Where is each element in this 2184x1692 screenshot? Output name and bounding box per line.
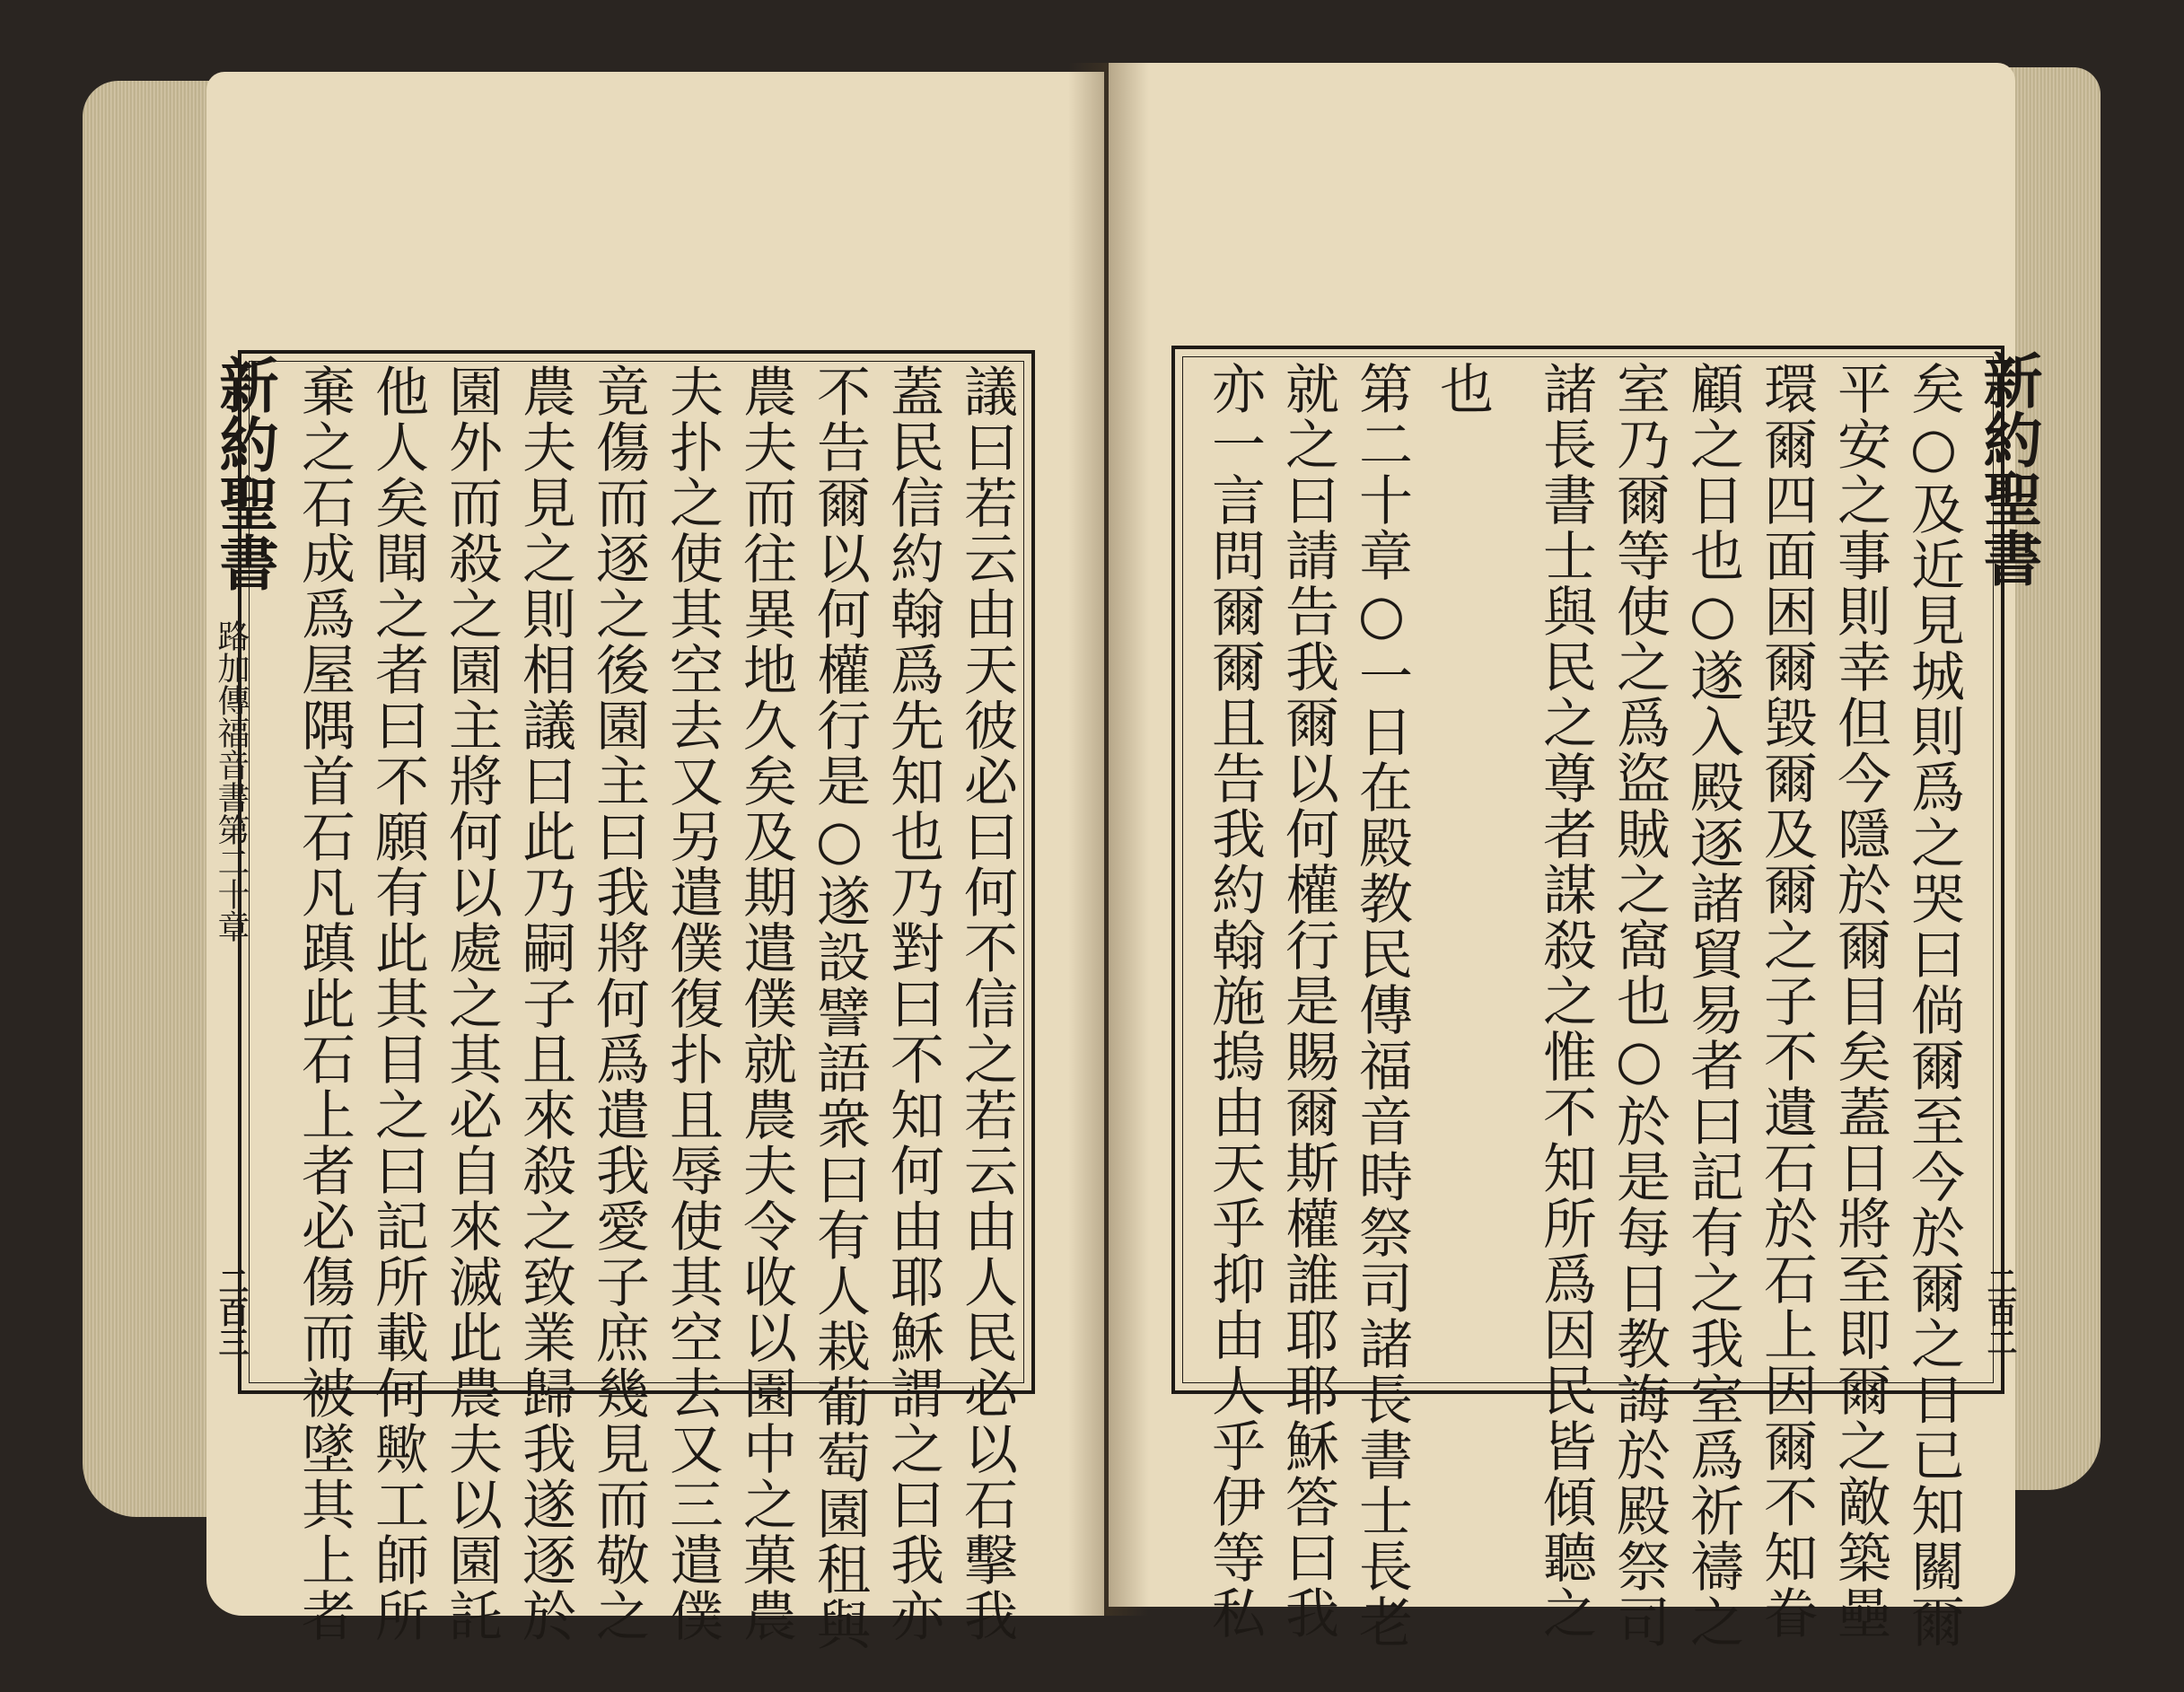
right-running-title: 新約聖書 — [1973, 350, 2043, 587]
right-column-9: 就之曰請告我爾以何權行是賜爾斯權誰耶耶穌答曰我 — [1276, 361, 1339, 1641]
left-section-head: 路加傳福音書第二十章 — [213, 619, 250, 942]
left-column-7: 農夫見之則相議曰此乃嗣子且來殺之致業歸我遂逐於 — [513, 364, 576, 1644]
left-running-title: 新約聖書 — [209, 355, 279, 592]
left-column-1: 議曰若云由天彼必曰何不信之若云由人民必以石擊我 — [955, 364, 1018, 1644]
left-column-5: 夫扑之使其空去又另遣僕復扑且辱使其空去又三遣僕 — [661, 364, 724, 1644]
right-column-2: 平安之事則幸但今隱於爾目矣蓋日將至即爾之敵築壘 — [1829, 361, 1891, 1641]
left-folio: 二百三 — [213, 1266, 249, 1357]
right-column-1: 矣○及近見城則爲之哭曰倘爾至今於爾之日已知關爾 — [1902, 361, 1965, 1650]
right-column-4: 顧之日也○遂入殿逐諸貿易者曰記有之我室爲祈禱之 — [1681, 361, 1744, 1650]
left-column-3: 不告爾以何權行是○遂設譬語衆曰有人栽葡萄園租與 — [808, 364, 871, 1653]
book-gutter — [1068, 63, 1149, 1616]
page-edges-left — [83, 81, 217, 1517]
right-column-6: 諸長書士與民之尊者謀殺之惟不知所爲因民皆傾聽之 — [1534, 361, 1597, 1641]
left-column-2: 蓋民信約翰爲先知也乃對曰不知何由耶穌謂之曰我亦 — [881, 364, 944, 1644]
right-column-5: 室乃爾等使之爲盜賊之窩也○於是每日教誨於殿祭司 — [1608, 361, 1671, 1650]
right-column-7: 也 — [1431, 361, 1494, 416]
right-column-10: 亦一言問爾爾且告我約翰施摀由天乎抑由人乎伊等私 — [1203, 361, 1266, 1641]
left-column-8: 園外而殺之園主將何以處之其必自來滅此農夫以園託 — [440, 364, 503, 1644]
left-column-9: 他人矣聞之者曰不願有此其目之曰記所載何歟工師所 — [366, 364, 429, 1644]
left-column-6: 竟傷而逐之後園主曰我將何爲遣我愛子庶幾見而敬之 — [587, 364, 650, 1644]
left-column-10: 棄之石成爲屋隅首石凡蹎此石上者必傷而被墜其上者 — [293, 364, 355, 1644]
right-column-3: 環爾四面困爾毀爾及爾之子不遺石於石上因爾不知眷 — [1755, 361, 1818, 1641]
right-folio: 二百二 — [1981, 1266, 2017, 1357]
left-column-4: 農夫而往異地久矣及期遣僕就農夫令收以園中之菓農 — [734, 364, 797, 1644]
right-column-8: 第二十章○一日在殿教民傳福音時祭司諸長書士長老 — [1350, 361, 1413, 1650]
